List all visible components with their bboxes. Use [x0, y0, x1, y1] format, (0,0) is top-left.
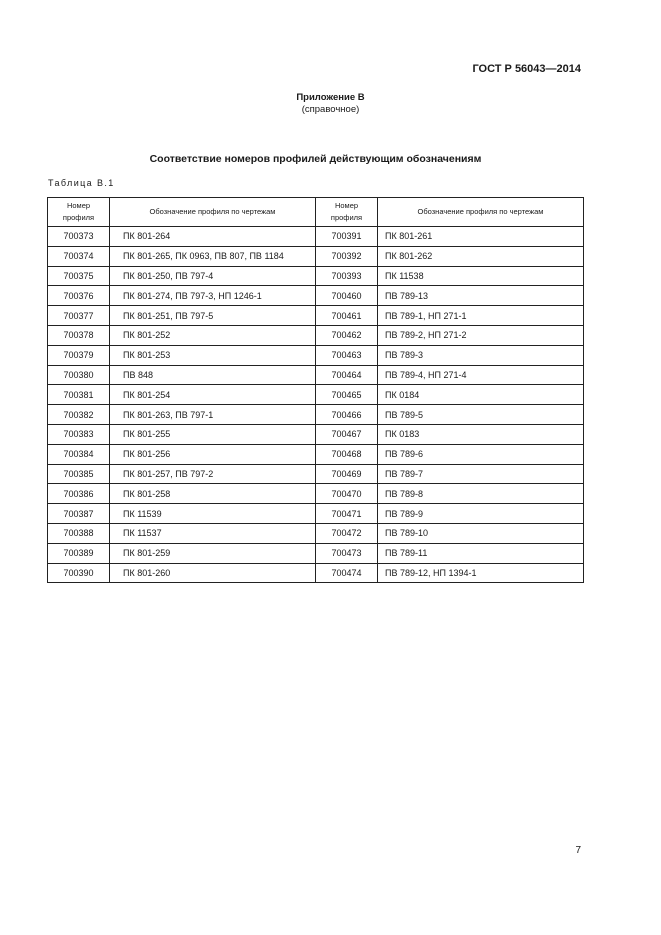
- table-row: [48, 266, 584, 286]
- profile-number-left: 700375: [48, 266, 110, 286]
- profile-designation-left: ПК 11539: [110, 504, 316, 524]
- profile-designation-left: ПК 801-252: [110, 325, 316, 345]
- profile-designation-left: ПК 801-264: [110, 227, 316, 247]
- profile-designation-left: ПВ 848: [110, 365, 316, 385]
- header-number-line1: Номер: [66, 201, 91, 210]
- table-row: [48, 246, 584, 266]
- profile-designation-right: ПВ 789-9: [378, 504, 584, 524]
- profile-number-left: 700384: [48, 444, 110, 464]
- profile-number-left: 700385: [48, 464, 110, 484]
- profile-designation-left: ПК 801-254: [110, 385, 316, 405]
- profile-number-right: 700392: [316, 246, 378, 266]
- profiles-table: [47, 197, 584, 583]
- profile-designation-right: ПК 0183: [378, 424, 584, 444]
- profile-designation-right: ПВ 789-11: [378, 543, 584, 563]
- profile-designation-right: ПК 0184: [378, 385, 584, 405]
- table-row: [48, 484, 584, 504]
- profile-number-left: 700379: [48, 345, 110, 365]
- header-number-line2: профиля: [62, 213, 95, 222]
- profile-number-right: 700461: [316, 306, 378, 326]
- profile-number-left: 700387: [48, 504, 110, 524]
- table-row: [48, 464, 584, 484]
- profile-designation-right: ПК 11538: [378, 266, 584, 286]
- profile-designation-left: ПК 801-251, ПВ 797-5: [110, 306, 316, 326]
- profile-designation-left: ПК 801-255: [110, 424, 316, 444]
- profile-number-left: 700378: [48, 325, 110, 345]
- profile-number-left: 700383: [48, 424, 110, 444]
- table-row: [48, 563, 584, 583]
- annex-heading: [0, 92, 661, 116]
- profile-number-right: 700393: [316, 266, 378, 286]
- profile-number-right: 700469: [316, 464, 378, 484]
- profile-number-right: 700464: [316, 365, 378, 385]
- profile-designation-right: ПВ 789-8: [378, 484, 584, 504]
- profile-designation-right: ПВ 789-12, НП 1394-1: [378, 563, 584, 583]
- profile-number-right: 700463: [316, 345, 378, 365]
- profile-designation-left: ПК 801-259: [110, 543, 316, 563]
- header-designation-right: Обозначение профиля по чертежам: [378, 198, 584, 227]
- profile-number-right: 700471: [316, 504, 378, 524]
- profile-designation-left: ПК 801-274, ПВ 797-3, НП 1246-1: [110, 286, 316, 306]
- profile-number-right: 700472: [316, 523, 378, 543]
- profile-number-right: 700466: [316, 405, 378, 425]
- table-row: [48, 504, 584, 524]
- profile-designation-right: ПВ 789-2, НП 271-2: [378, 325, 584, 345]
- profile-designation-left: ПК 801-256: [110, 444, 316, 464]
- profile-number-left: 700374: [48, 246, 110, 266]
- profile-designation-left: ПК 801-265, ПК 0963, ПВ 807, ПВ 1184: [110, 246, 316, 266]
- profile-number-right: 700474: [316, 563, 378, 583]
- profile-designation-left: ПК 801-253: [110, 345, 316, 365]
- profile-designation-right: ПВ 789-10: [378, 523, 584, 543]
- profile-designation-right: ПВ 789-7: [378, 464, 584, 484]
- table-row: [48, 286, 584, 306]
- profile-designation-right: ПВ 789-3: [378, 345, 584, 365]
- table-header-row: [48, 198, 584, 227]
- table-row: [48, 405, 584, 425]
- standard-code: ГОСТ Р 56043—2014: [472, 63, 581, 75]
- table-row: [48, 543, 584, 563]
- profile-designation-right: ПВ 789-1, НП 271-1: [378, 306, 584, 326]
- profile-number-left: 700389: [48, 543, 110, 563]
- table-row: [48, 523, 584, 543]
- header-number-left: [48, 198, 110, 227]
- profile-number-left: 700388: [48, 523, 110, 543]
- table-row: [48, 306, 584, 326]
- profile-number-left: 700373: [48, 227, 110, 247]
- profile-designation-left: ПК 801-260: [110, 563, 316, 583]
- header-designation-left: Обозначение профиля по чертежам: [110, 198, 316, 227]
- profile-designation-right: ПВ 789-6: [378, 444, 584, 464]
- profile-number-right: 700473: [316, 543, 378, 563]
- profile-number-right: 700468: [316, 444, 378, 464]
- profile-number-left: 700380: [48, 365, 110, 385]
- profile-number-left: 700381: [48, 385, 110, 405]
- profile-designation-right: ПК 801-262: [378, 246, 584, 266]
- profile-number-right: 700391: [316, 227, 378, 247]
- table-label: Таблица В.1: [48, 178, 115, 188]
- table-row: [48, 325, 584, 345]
- profile-designation-right: ПК 801-261: [378, 227, 584, 247]
- annex-note: (справочное): [301, 104, 360, 115]
- profile-number-right: 700467: [316, 424, 378, 444]
- profile-designation-right: ПВ 789-4, НП 271-4: [378, 365, 584, 385]
- table-row: [48, 444, 584, 464]
- profile-number-left: 700376: [48, 286, 110, 306]
- table-row: [48, 385, 584, 405]
- table-row: [48, 345, 584, 365]
- annex-title: Приложение В: [296, 92, 365, 103]
- table-row: [48, 227, 584, 247]
- profile-number-left: 700382: [48, 405, 110, 425]
- profile-number-right: 700462: [316, 325, 378, 345]
- section-title: Соответствие номеров профилей действующим обозначениям: [149, 153, 482, 165]
- profile-designation-left: ПК 801-257, ПВ 797-2: [110, 464, 316, 484]
- profile-designation-left: ПК 11537: [110, 523, 316, 543]
- profile-number-left: 700386: [48, 484, 110, 504]
- table-row: [48, 424, 584, 444]
- profile-designation-right: ПВ 789-5: [378, 405, 584, 425]
- table-row: [48, 365, 584, 385]
- profile-number-right: 700470: [316, 484, 378, 504]
- profile-designation-left: ПК 801-258: [110, 484, 316, 504]
- profile-number-right: 700465: [316, 385, 378, 405]
- page-number: 7: [575, 845, 581, 856]
- profile-number-left: 700377: [48, 306, 110, 326]
- header-number-right: [316, 198, 378, 227]
- header-number-line1: Номер: [334, 201, 359, 210]
- profile-number-left: 700390: [48, 563, 110, 583]
- profile-number-right: 700460: [316, 286, 378, 306]
- header-number-line2: профиля: [330, 213, 363, 222]
- profile-designation-left: ПК 801-250, ПВ 797-4: [110, 266, 316, 286]
- profile-designation-left: ПК 801-263, ПВ 797-1: [110, 405, 316, 425]
- profile-designation-right: ПВ 789-13: [378, 286, 584, 306]
- table-body: [48, 227, 584, 583]
